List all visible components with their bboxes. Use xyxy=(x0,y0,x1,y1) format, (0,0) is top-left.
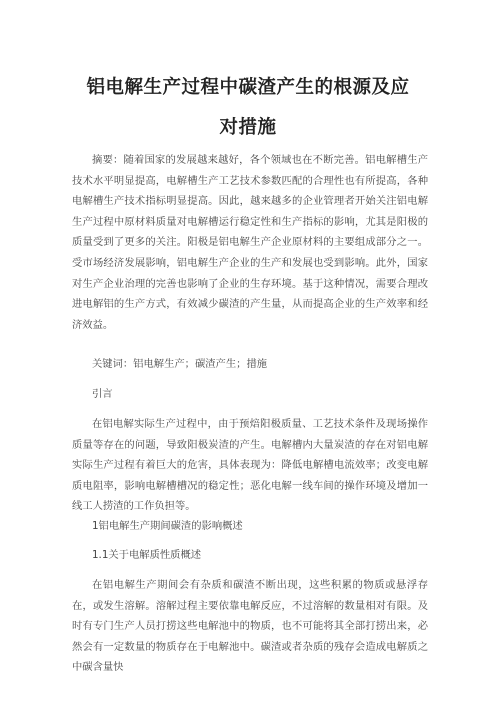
document-title-line-2: 对措施 xyxy=(219,117,277,138)
intro-heading: 引言 xyxy=(92,388,113,400)
intro-paragraph: 在铝电解实际生产过程中，由于预焙阳极质量、工艺技术条件及现场操作质量等存在的问题，导致阳极炭渣的产生。电解槽内大量炭渣的存在对铝电解实际生产过程有着巨大的危害，具体表现为：降低电解槽电流效率；改变电解质电阻率，影响电解槽槽况的稳定性；恶化电解一线车间的操作环境及增加一线工人捞渣的工作负担等。 xyxy=(72,418,428,513)
section-1-heading: 1铝电解生产期间碳渣的影响概述 xyxy=(92,520,243,532)
section-1-1-paragraph: 在铝电解生产期间会有杂质和碳渣不断出现，这些积累的物质或悬浮存在，或发生溶解。溶解过程主要依靠电解反应，不过溶解的数量相对有限。及时有专门生产人员打捞这些电解池中的物质，也不可能将其全部打捞出来，必然会有一定数量的物质存在于电解池中。碳渣或者杂质的残存会造成电解质之中碳含量快 xyxy=(72,579,428,674)
section-1-1-heading: 1.1关于电解质性质概述 xyxy=(92,549,202,561)
document-title-line-1: 铝电解生产过程中碳渣产生的根源及应 xyxy=(86,77,410,98)
keywords-line: 关键词：铝电解生产；碳渣产生；措施 xyxy=(92,358,268,370)
abstract-paragraph: 摘要：随着国家的发展越来越好，各个领域也在不断完善。铝电解槽生产技术水平明显提高，电解槽生产工艺技术参数匹配的合理性也有所提高，各种电解槽生产技术指标明显提高。因此，越来越多的企业管理者开始关注铝电解生产过程中原材料质量对电解槽运行稳定性和生产指标的影响，尤其是阳极的质量受到了更多的关注。阳极是铝电解生产企业原材料的主要组成部分之一。受市场经济发展影响，铝电解生产企业的生产和发展也受到影响。此外，国家对生产企业治理的完善也影响了企业的生存环境。基于这种情况，需要合理改进电解铝的生产方式，有效减少碳渣的产生量，从而提高企业的生产效率和经济效益。 xyxy=(72,154,428,331)
